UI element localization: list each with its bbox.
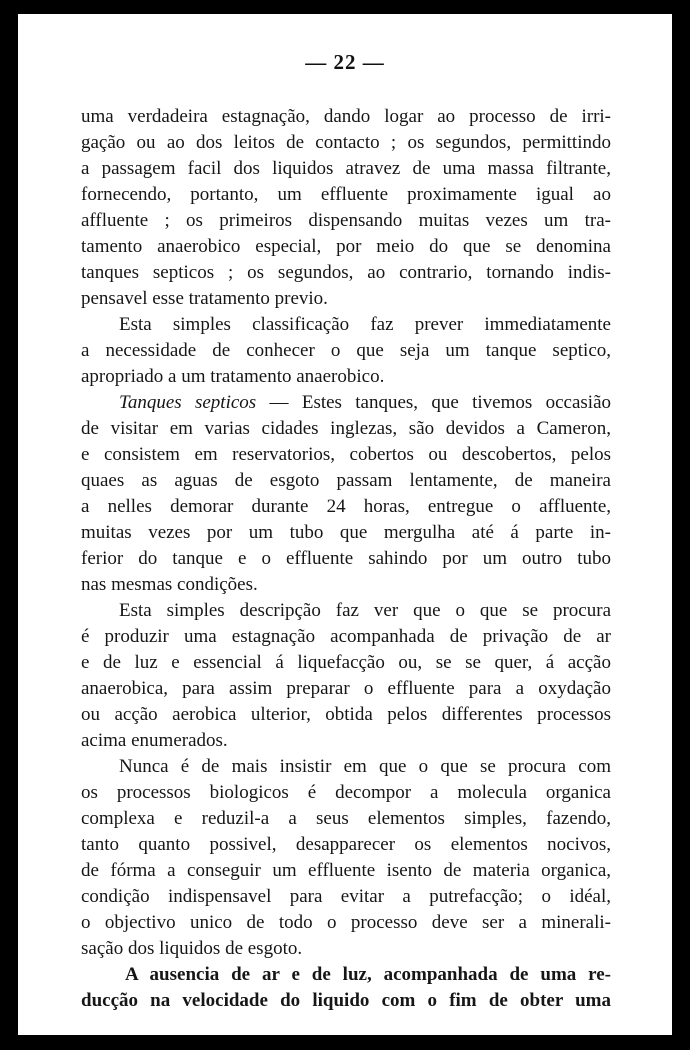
text-line: e de luz e essencial á liquefacção ou, se se quer, á acção xyxy=(81,652,611,673)
text-line: affluente ; os primeiros dispensando muitas vezes um tra- xyxy=(81,210,611,231)
text-line: o objectivo unico de todo o processo deve ser a minerali- xyxy=(81,912,611,933)
text-line: ou acção aerobica ulterior, obtida pelos differentes processos xyxy=(81,704,611,725)
text-line: uma verdadeira estagnação, dando logar ao processo de irri- xyxy=(81,106,611,127)
text-line: fornecendo, portanto, um effluente proximamente igual ao xyxy=(81,184,611,205)
book-page xyxy=(18,14,672,1035)
text-line: Esta simples descripção faz ver que o que se procura xyxy=(119,600,611,621)
text-line: quaes as aguas de esgoto passam lentamente, de maneira xyxy=(81,470,611,491)
text-line: nas mesmas condições. xyxy=(81,574,258,595)
text-line: pensavel esse tratamento previo. xyxy=(81,288,328,309)
text-line: tanques septicos ; os segundos, ao contrario, tornando indis- xyxy=(81,262,611,283)
text-line: tanto quanto possivel, desapparecer os elementos nocivos, xyxy=(81,834,611,855)
italic-heading: Tanques septicos xyxy=(119,392,257,413)
text-line: Esta simples classificação faz prever immediatamente xyxy=(119,314,611,335)
text-line: de fórma a conseguir um effluente isento de materia organica, xyxy=(81,860,611,881)
text-line: sação dos liquidos de esgoto. xyxy=(81,938,303,959)
text-line: e consistem em reservatorios, cobertos ou descobertos, pelos xyxy=(81,444,611,465)
text-line: muitas vezes por um tubo que mergulha até á parte in- xyxy=(81,522,611,543)
text-line: de visitar em varias cidades inglezas, são devidos a Cameron, xyxy=(81,418,611,439)
text-line: é produzir uma estagnação acompanhada de privação de ar xyxy=(81,626,611,647)
text-line: complexa e reduzil-a a seus elementos simples, fazendo, xyxy=(81,808,611,829)
text-line: A ausencia de ar e de luz, acompanhada de uma re- xyxy=(125,964,611,985)
text-line: a passagem facil dos liquidos atravez de uma massa filtrante, xyxy=(81,158,611,179)
text-line: apropriado a um tratamento anaerobico. xyxy=(81,366,385,387)
text-line: a necessidade de conhecer o que seja um tanque septico, xyxy=(81,340,611,361)
page-number: — 22 — xyxy=(305,50,385,74)
text-line: ducção na velocidade do liquido com o fim de obter uma xyxy=(81,990,611,1011)
text-line: Nunca é de mais insistir em que o que se procura com xyxy=(119,756,611,777)
text-line: a nelles demorar durante 24 horas, entregue o affluente, xyxy=(81,496,611,517)
text-line: anaerobica, para assim preparar o effluente para a oxydação xyxy=(81,678,611,699)
text-line-rest: — Estes tanques, que tivemos occasião xyxy=(269,392,611,413)
text-line: acima enumerados. xyxy=(81,730,228,751)
text-line: gação ou ao dos leitos de contacto ; os segundos, permittindo xyxy=(81,132,611,153)
text-line: os processos biologicos é decompor a molecula organica xyxy=(81,782,611,803)
text-line: tamento anaerobico especial, por meio do que se denomina xyxy=(81,236,611,257)
text-line: ferior do tanque e o effluente sahindo por um outro tubo xyxy=(81,548,611,569)
text-line-heading xyxy=(119,389,611,416)
text-line: condição indispensavel para evitar a putrefacção; o idéal, xyxy=(81,886,611,907)
